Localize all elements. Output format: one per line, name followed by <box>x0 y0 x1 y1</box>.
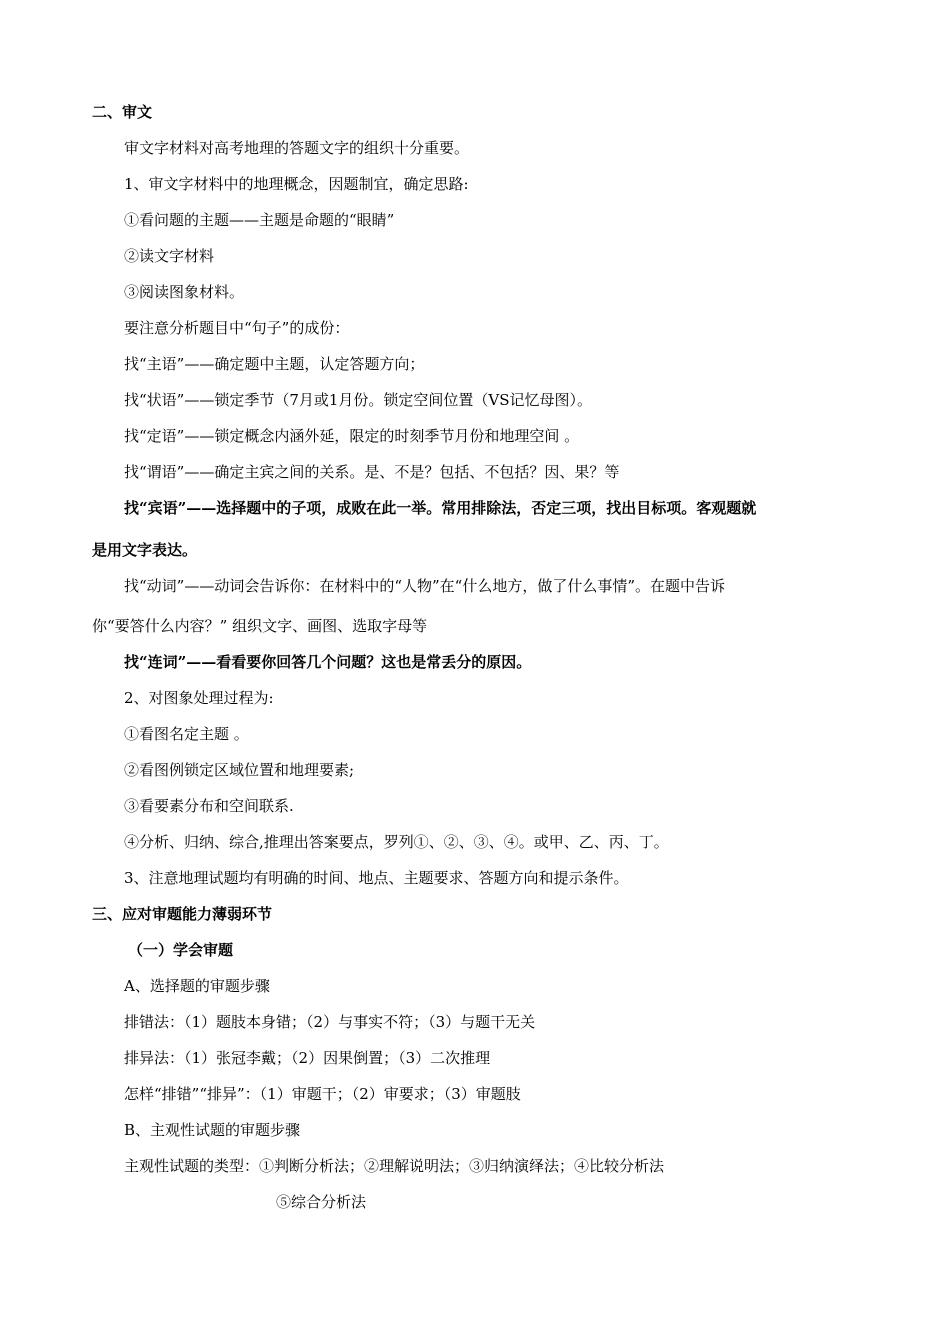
paragraph-bold: 找“宾语”——选择题中的子项，成败在此一举。常用排除法，否定三项，找出目标项。客观题就 <box>124 499 757 517</box>
section-heading-2: 二、审文 <box>92 103 153 121</box>
paragraph: ④分析、归纳、综合,推理出答案要点，罗列①、②、③、④。或甲、乙、丙、丁。 <box>124 833 669 851</box>
paragraph: 2、对图象处理过程为: <box>124 689 274 707</box>
paragraph: ①看图名定主题 。 <box>124 725 249 743</box>
paragraph: ③看要素分布和空间联系. <box>124 797 294 815</box>
paragraph: 1、审文字材料中的地理概念，因题制宜，确定思路: <box>124 175 469 193</box>
paragraph: 怎样“排错”“排异”：（1）审题干；（2）审要求；（3）审题肢 <box>124 1085 521 1103</box>
paragraph: ②看图例锁定区域位置和地理要素; <box>124 761 355 779</box>
paragraph-continued: ⑤综合分析法 <box>276 1193 367 1211</box>
paragraph: ②读文字材料 <box>124 247 215 265</box>
paragraph: ①看问题的主题——主题是命题的“眼睛” <box>124 211 395 229</box>
paragraph: 审文字材料对高考地理的答题文字的组织十分重要。 <box>124 139 470 157</box>
paragraph: 3、注意地理试题均有明确的时间、地点、主题要求、答题方向和提示条件。 <box>124 869 629 887</box>
paragraph: 主观性试题的类型：①判断分析法；②理解说明法；③归纳演绎法；④比较分析法 <box>124 1157 665 1175</box>
paragraph: 找“谓语”——确定主宾之间的关系。是、不是？包括、不包括？因、果？等 <box>124 463 620 481</box>
paragraph: ③阅读图象材料。 <box>124 283 245 301</box>
paragraph-continued: 你“要答什么内容？” 组织文字、画图、选取字母等 <box>92 617 428 635</box>
paragraph: 找“定语”——锁定概念内涵外延，限定的时刻季节月份和地理空间 。 <box>124 427 580 445</box>
paragraph: 找“动词”——动词会告诉你：在材料中的“人物”在“什么地方，做了什么事情”。在题中告诉 <box>124 577 726 595</box>
paragraph: B、主观性试题的审题步骤 <box>124 1121 301 1139</box>
paragraph: 找“主语”——确定题中主题，认定答题方向； <box>124 355 425 373</box>
paragraph: 要注意分析题目中“句子”的成份： <box>124 319 350 337</box>
paragraph: 找“状语”——锁定季节（7月或1月份。锁定空间位置（VS记忆母图）。 <box>124 391 593 409</box>
paragraph-bold-continued: 是用文字表达。 <box>92 541 198 559</box>
paragraph-bold: 找“连词”——看看要你回答几个问题？这也是常丢分的原因。 <box>124 653 532 671</box>
paragraph: A、选择题的审题步骤 <box>124 977 270 995</box>
paragraph: 排错法：（1）题肢本身错；（2）与事实不符；（3）与题干无关 <box>124 1013 536 1031</box>
section-heading-3: 三、应对审题能力薄弱环节 <box>92 905 273 923</box>
subsection-heading: （一）学会审题 <box>128 941 234 959</box>
paragraph: 排异法：（1）张冠李戴；（2）因果倒置；（3）二次推理 <box>124 1049 491 1067</box>
